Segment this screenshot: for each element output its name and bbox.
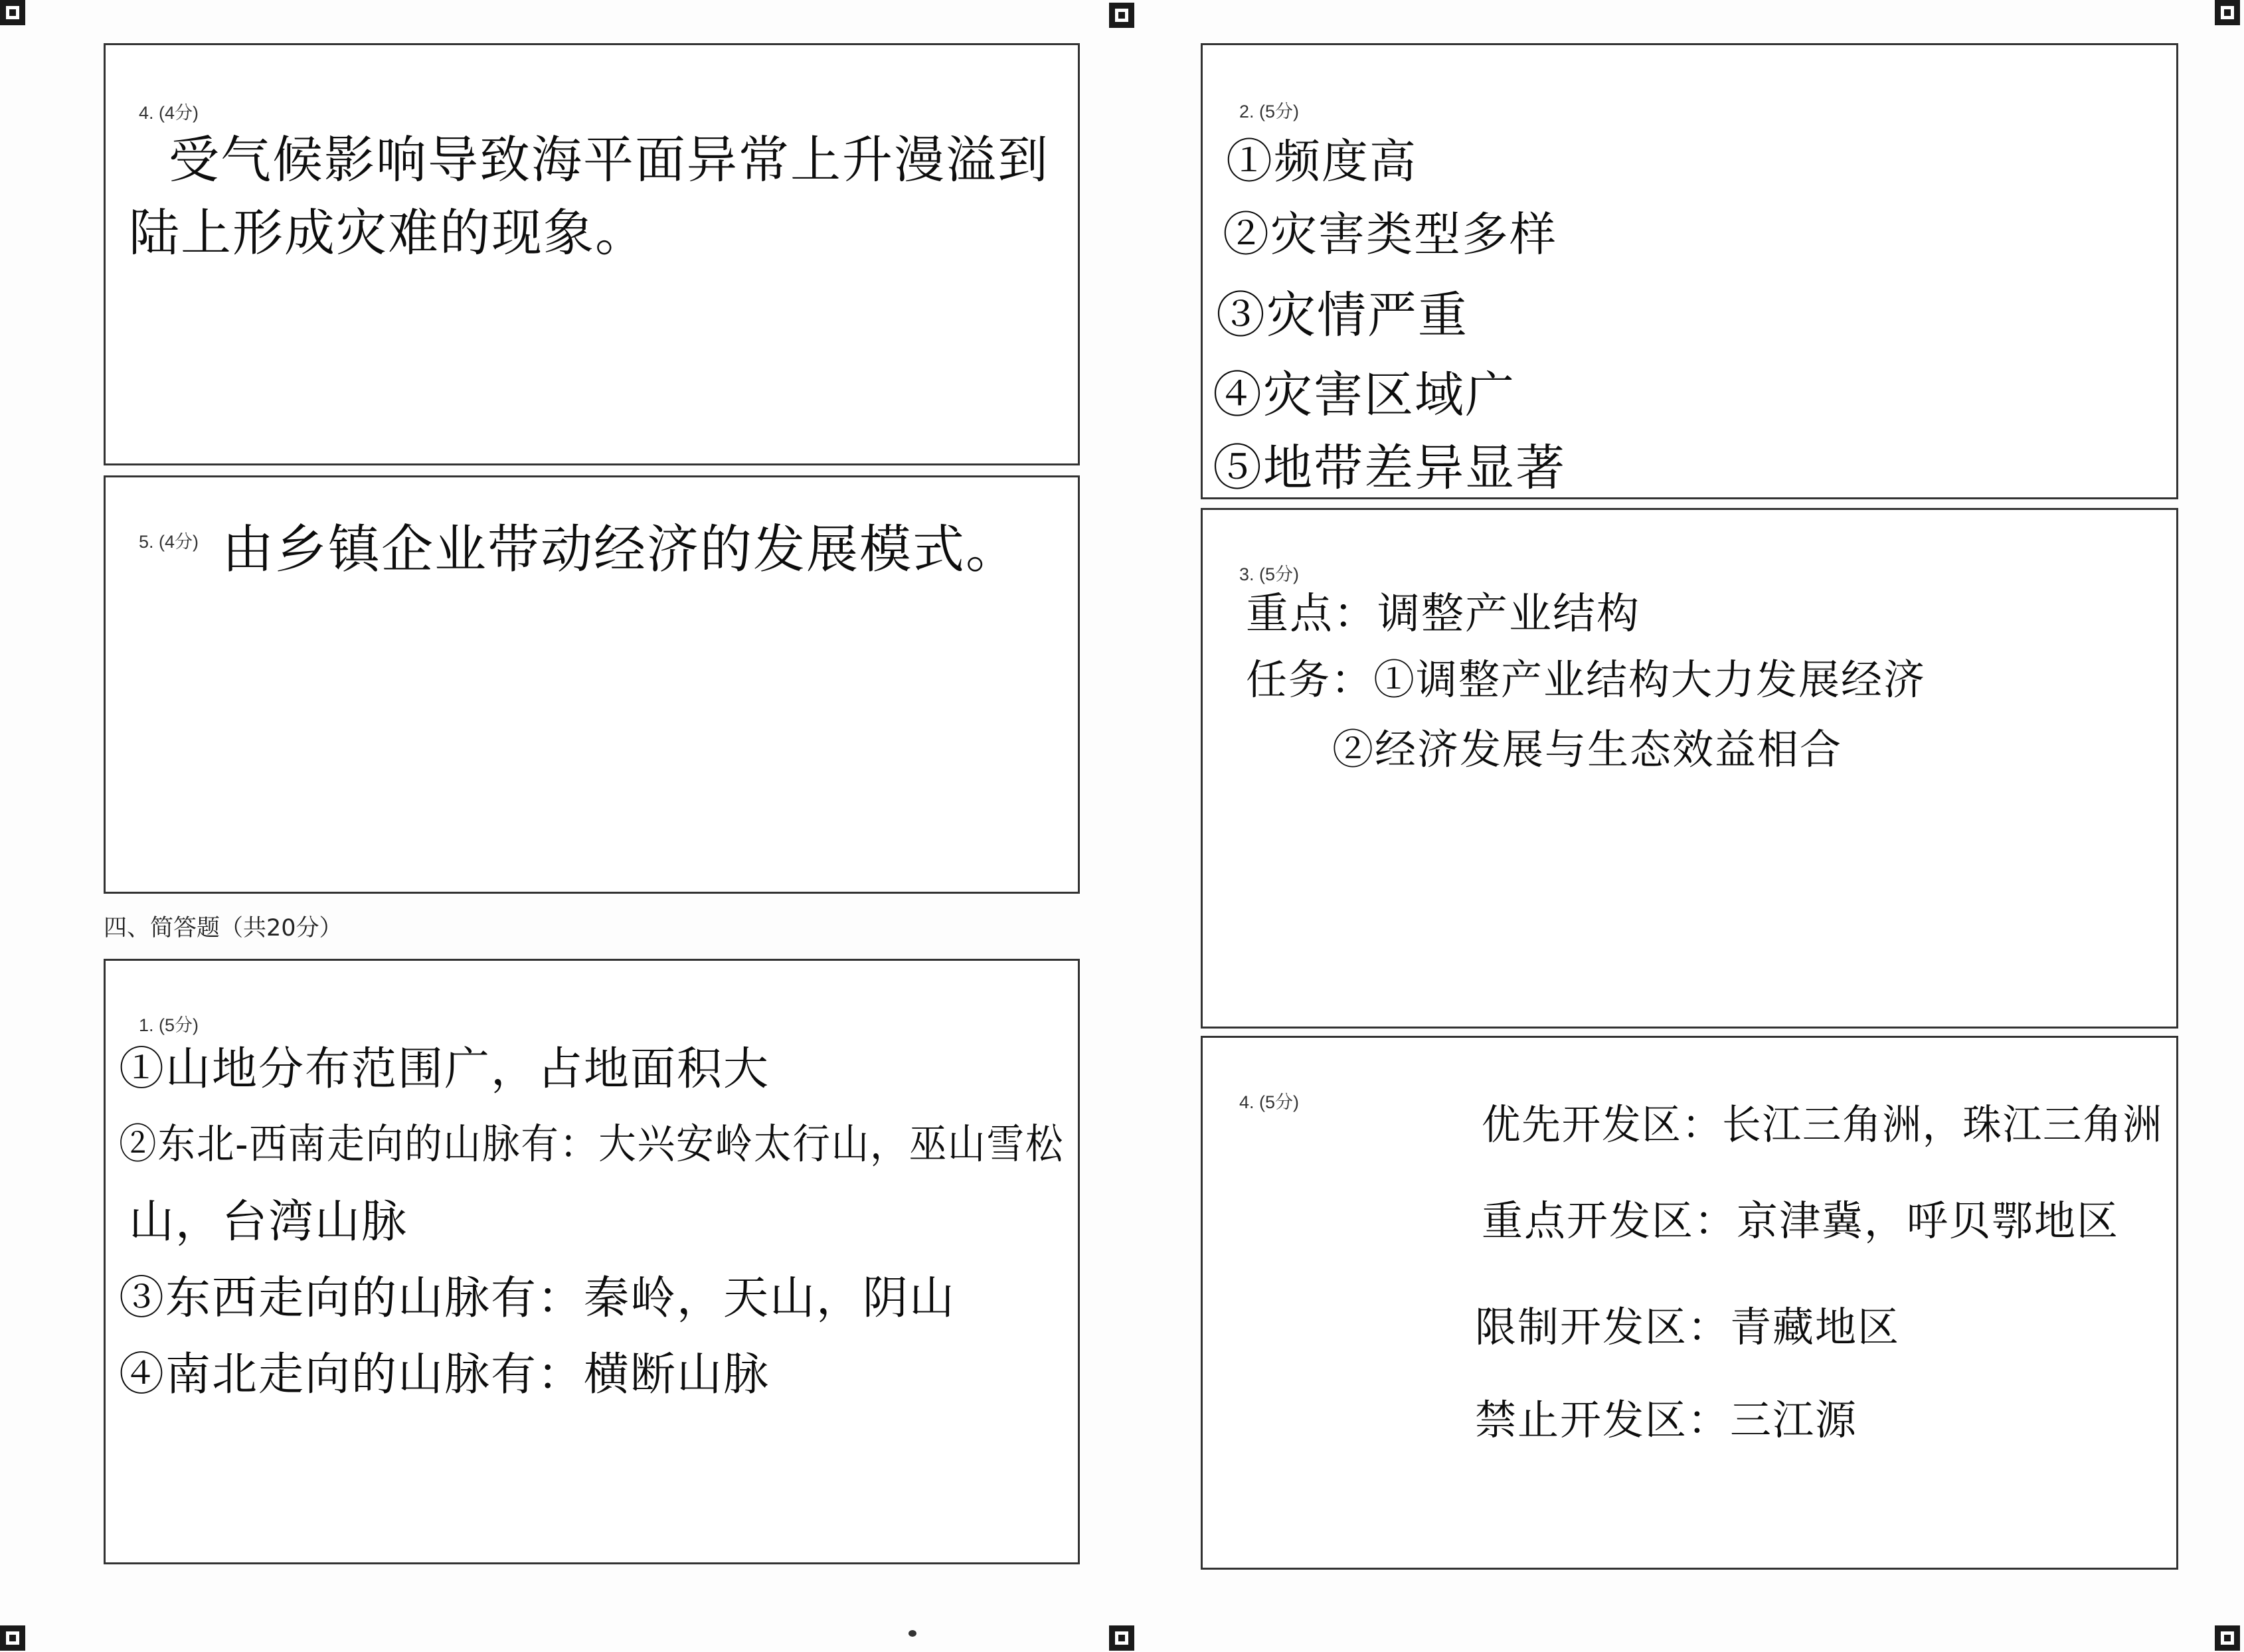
handwritten-answer-line: 任务：①调整产业结构大力发展经济 [1246,655,1927,704]
question-label: 1. (5分) [139,1015,199,1035]
answer-box-q4-right [1201,1036,2178,1570]
alignment-marker-bottom-right [2215,1625,2240,1651]
question-label: 4. (4分) [139,103,199,123]
alignment-marker-top-left [0,0,25,25]
handwritten-answer-line: 陆上形成灾难的现象。 [129,203,647,262]
handwritten-answer-line: 重点：调整产业结构 [1246,590,1640,639]
question-label: 2. (5分) [1239,102,1300,122]
handwritten-answer-line: ④灾害区域广 [1213,367,1515,424]
handwritten-answer-line: ④南北走向的山脉有：横断山脉 [119,1349,770,1401]
alignment-marker-top-right [2215,0,2240,25]
handwritten-answer-line: ①频度高 [1226,134,1417,189]
handwritten-answer-line: 优先开发区：长江三角洲，珠江三角洲 [1482,1100,2163,1149]
question-label: 4. (5分) [1239,1092,1300,1112]
handwritten-answer-line: ①山地分布范围广，占地面积大 [119,1043,770,1096]
handwritten-answer-line: ③灾情严重 [1216,287,1468,344]
handwritten-answer-line: ②经济发展与生态效益相合 [1332,725,1843,774]
answer-box-q3-right [1201,508,2178,1029]
alignment-marker-bottom-left [0,1625,25,1651]
handwritten-answer-line: ③东西走向的山脉有：秦岭，天山，阴山 [119,1272,956,1325]
handwritten-answer-line: ②灾害类型多样 [1223,207,1557,262]
alignment-marker-top-center [1109,3,1134,28]
handwritten-answer-line: 禁止开发区：三江源 [1475,1396,1858,1444]
handwritten-answer-line: 山，台湾山脉 [129,1196,408,1248]
handwritten-answer-line: 限制开发区：青藏地区 [1475,1303,1901,1351]
ink-smudge [908,1630,916,1637]
answer-box-q2-right [1201,43,2178,499]
answer-box-q5-left [104,475,1080,894]
handwritten-answer-line: 受气候影响导致海平面异常上升漫溢到 [169,130,1049,189]
question-label: 5. (4分) [139,532,199,552]
alignment-marker-bottom-center [1109,1625,1134,1651]
answer-box-short-q1 [104,959,1080,1564]
answer-box-q4-left [104,43,1080,465]
handwritten-answer-line: ⑤地带差异显著 [1213,440,1566,497]
section-heading: 四、简答题（共20分） [104,915,343,942]
handwritten-answer-line: 重点开发区：京津冀，呼贝鄂地区 [1482,1197,2120,1245]
handwritten-answer-line: ②东北-西南走向的山脉有：大兴安岭太行山，巫山雪松 [119,1119,1065,1168]
question-label: 3. (5分) [1239,564,1300,584]
handwritten-answer-line: 由乡镇企业带动经济的发展模式。 [222,520,1019,580]
